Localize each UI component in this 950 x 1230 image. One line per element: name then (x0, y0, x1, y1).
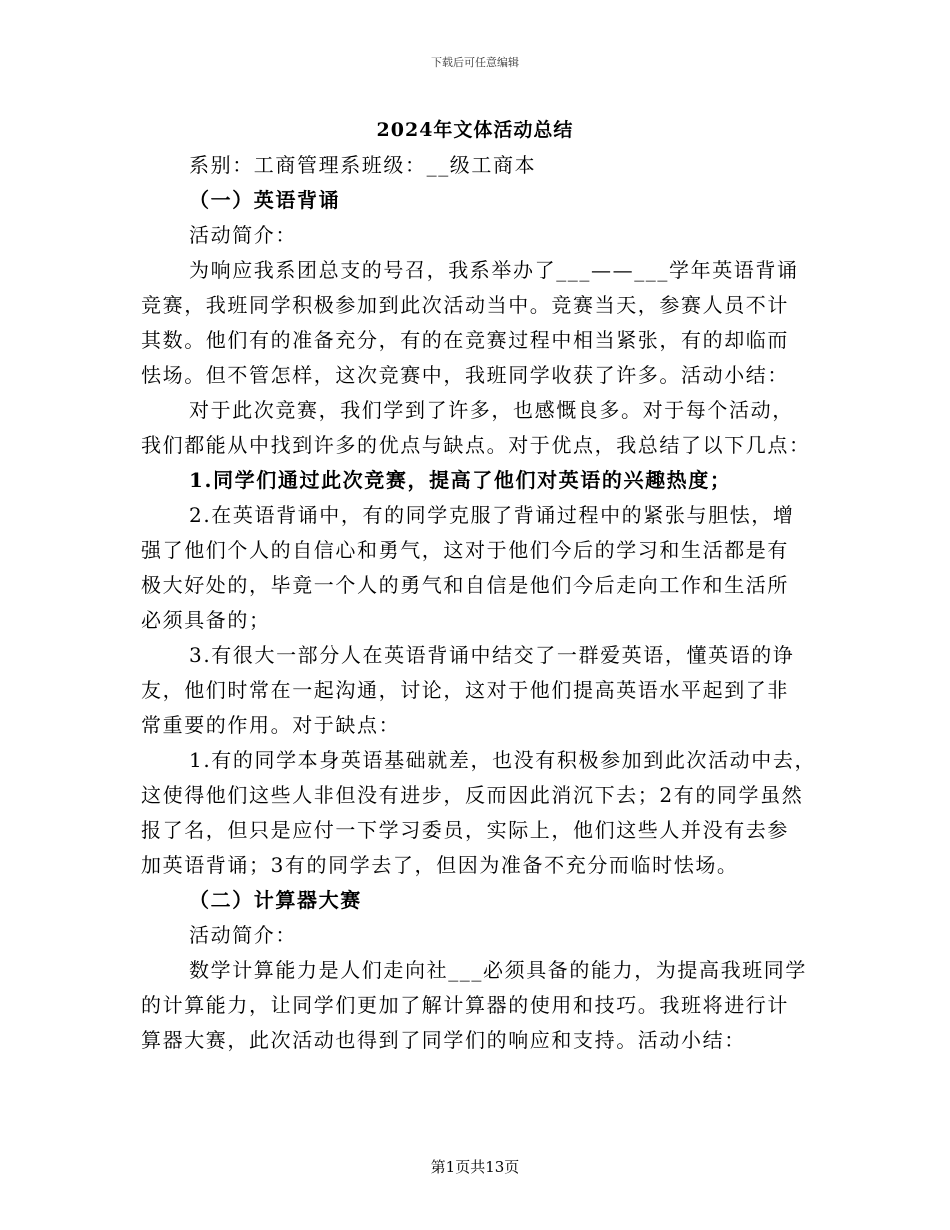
paragraph-line: 常重要的作用。对于缺点： (141, 713, 401, 737)
paragraph-line: 其数。他们有的准备充分，有的在竞赛过程中相当紧张，有的却临而 (141, 328, 789, 352)
paragraph-line: 对于此次竞赛，我们学到了许多，也感慨良多。对于每个活动， (189, 398, 794, 422)
paragraph-line: 怯场。但不管怎样，这次竞赛中，我班同学收获了许多。活动小结： (141, 363, 789, 387)
page-header-note: 下载后可任意编辑 (431, 56, 519, 69)
document-body (141, 148, 817, 1058)
paragraph-line: 加英语背诵；3有的同学去了，但因为准备不充分而临时怯场。 (141, 853, 739, 877)
paragraph-line: 这使得他们这些人非但没有进步，反而因此消沉下去；2有的同学虽然 (141, 783, 804, 807)
paragraph-line: 竞赛，我班同学积极参加到此次活动当中。竞赛当天，参赛人员不计 (141, 293, 789, 317)
paragraph-line: 活动简介： (189, 223, 297, 247)
section-heading-line: （二）计算器大赛 (189, 888, 362, 912)
paragraph-line: 友，他们时常在一起沟通，讨论，这对于他们提高英语水平起到了非 (141, 678, 789, 702)
paragraph-line: 必须具备的； (141, 608, 271, 632)
paragraph-line: 极大好处的，毕竟一个人的勇气和自信是他们今后走向工作和生活所 (141, 573, 789, 597)
paragraph-line: 数学计算能力是人们走向社___必须具备的能力，为提高我班同学 (189, 958, 807, 982)
paragraph-line: 系别：工商管理系班级：__级工商本 (189, 153, 537, 177)
paragraph-line: 1.有的同学本身英语基础就差，也没有积极参加到此次活动中去， (189, 748, 817, 772)
section-heading-line: 1.同学们通过此次竞赛，提高了他们对英语的兴趣热度； (189, 468, 732, 492)
paragraph-line: 报了名，但只是应付一下学习委员，实际上，他们这些人并没有去参 (141, 818, 789, 842)
document-title: 2024年文体活动总结 (376, 119, 574, 141)
section-heading-line: （一）英语背诵 (189, 188, 341, 212)
paragraph-line: 强了他们个人的自信心和勇气，这对于他们今后的学习和生活都是有 (141, 538, 789, 562)
page-footer: 第1页共13页 (430, 1158, 520, 1176)
paragraph-line: 3.有很大一部分人在英语背诵中结交了一群爱英语，懂英语的诤 (189, 643, 795, 667)
paragraph-line: 活动简介： (189, 923, 297, 947)
paragraph-line: 为响应我系团总支的号召，我系举办了___——___学年英语背诵 (189, 258, 799, 282)
paragraph-line: 2.在英语背诵中，有的同学克服了背诵过程中的紧张与胆怯，增 (189, 503, 795, 527)
paragraph-line: 我们都能从中找到许多的优点与缺点。对于优点，我总结了以下几点： (141, 433, 811, 457)
paragraph-line: 的计算能力，让同学们更加了解计算器的使用和技巧。我班将进行计 (141, 993, 789, 1017)
paragraph-line: 算器大赛，此次活动也得到了同学们的响应和支持。活动小结： (141, 1028, 746, 1052)
